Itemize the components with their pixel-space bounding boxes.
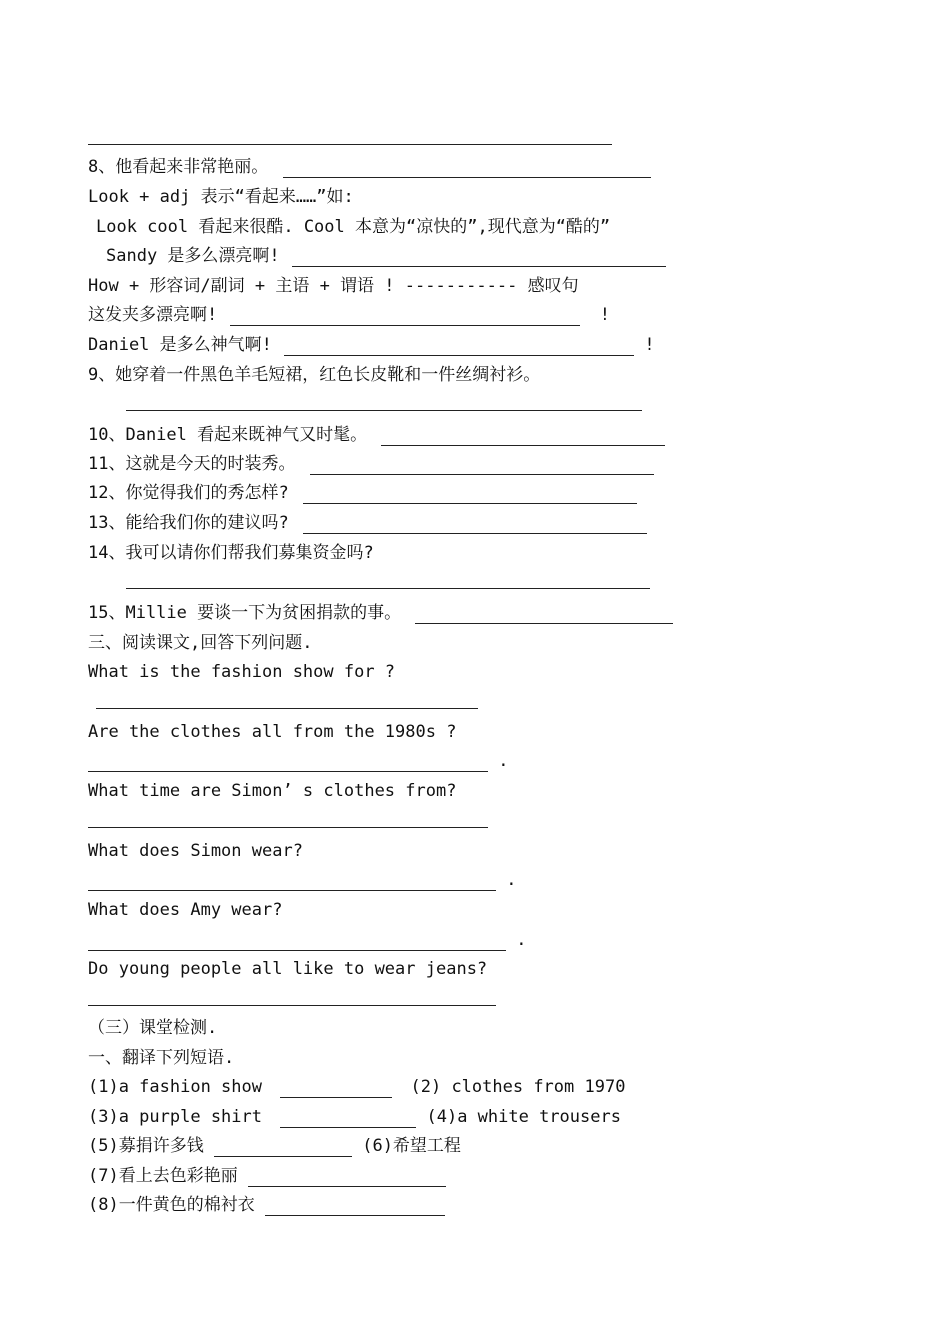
example-hairclip: 这发夹多漂亮啊! !: [88, 305, 610, 325]
question-13: 13、能给我们你的建议吗?: [88, 512, 647, 534]
phrase-row-1: (1)a fashion show (2) clothes from 1970: [88, 1077, 626, 1097]
answer-blank-r2[interactable]: [88, 754, 488, 772]
answer-blank-sandy[interactable]: [292, 249, 666, 267]
example-sandy: Sandy 是多么漂亮啊!: [106, 245, 666, 267]
reading-question-5: What does Amy wear?: [88, 900, 283, 920]
question-12: 12、你觉得我们的秀怎样?: [88, 482, 637, 504]
answer-blank-daniel[interactable]: [284, 338, 634, 356]
phrase-row-3: (5)募捐许多钱 (6)希望工程: [88, 1136, 461, 1156]
question-15: 15、Millie 要谈一下为贫困捐款的事。: [88, 602, 673, 624]
answer-blank-15[interactable]: [415, 606, 673, 624]
answer-blank-p8[interactable]: [265, 1198, 445, 1216]
answer-blank-11[interactable]: [310, 457, 654, 475]
reading-question-2: Are the clothes all from the 1980s ?: [88, 722, 457, 742]
answer-line-14[interactable]: [126, 588, 650, 589]
answer-row-r5: .: [88, 929, 527, 951]
answer-blank-hairclip[interactable]: [230, 308, 580, 326]
translate-heading: 一、翻译下列短语.: [88, 1048, 235, 1068]
answer-blank-10[interactable]: [381, 428, 665, 446]
answer-row-r2: .: [88, 750, 509, 772]
question-11: 11、这就是今天的时装秀。: [88, 453, 654, 475]
answer-blank-p7[interactable]: [248, 1169, 446, 1187]
phrase-row-2: (3)a purple shirt (4)a white trousers: [88, 1107, 621, 1127]
example-daniel: Daniel 是多么神气啊! !: [88, 335, 655, 355]
answer-blank-13[interactable]: [303, 516, 647, 534]
answer-line-9[interactable]: [126, 410, 642, 411]
answer-line-r6[interactable]: [88, 1005, 496, 1006]
question-14: 14、我可以请你们帮我们募集资金吗?: [88, 543, 374, 563]
question-9: 9、她穿着一件黑色羊毛短裙，红色长皮靴和一件丝绸衬衫。: [88, 365, 541, 385]
note-look-adj: Look + adj 表示“看起来……”如:: [88, 187, 354, 207]
answer-line-top: [88, 144, 612, 145]
section-3-heading: 三、阅读课文,回答下列问题.: [88, 633, 313, 653]
answer-line-r3[interactable]: [88, 827, 488, 828]
reading-question-6: Do young people all like to wear jeans?: [88, 959, 488, 979]
answer-blank-p1[interactable]: [280, 1080, 392, 1098]
question-8: 8、他看起来非常艳丽。: [88, 156, 651, 178]
question-10: 10、Daniel 看起来既神气又时髦。: [88, 424, 665, 446]
answer-blank-p3[interactable]: [280, 1110, 416, 1128]
answer-blank-r4[interactable]: [88, 873, 496, 891]
class-check-heading: （三）课堂检测.: [88, 1018, 218, 1038]
reading-question-1: What is the fashion show for ?: [88, 662, 396, 682]
phrase-row-5: (8)一件黄色的棉衬衣: [88, 1194, 445, 1216]
answer-line-r1[interactable]: [96, 708, 478, 709]
note-look-cool: Look cool 看起来很酷. Cool 本意为“凉快的”,现代意为“酷的”: [96, 217, 611, 237]
answer-blank-12[interactable]: [303, 486, 637, 504]
answer-row-r4: .: [88, 869, 517, 891]
reading-question-4: What does Simon wear?: [88, 841, 303, 861]
answer-blank-p5[interactable]: [214, 1139, 352, 1157]
phrase-row-4: (7)看上去色彩艳丽: [88, 1165, 446, 1187]
answer-blank-8[interactable]: [283, 160, 651, 178]
answer-blank-r5[interactable]: [88, 933, 506, 951]
reading-question-3: What time are Simon’ s clothes from?: [88, 781, 457, 801]
how-pattern: How + 形容词/副词 + 主语 + 谓语 ! ----------- 感叹句: [88, 276, 579, 296]
